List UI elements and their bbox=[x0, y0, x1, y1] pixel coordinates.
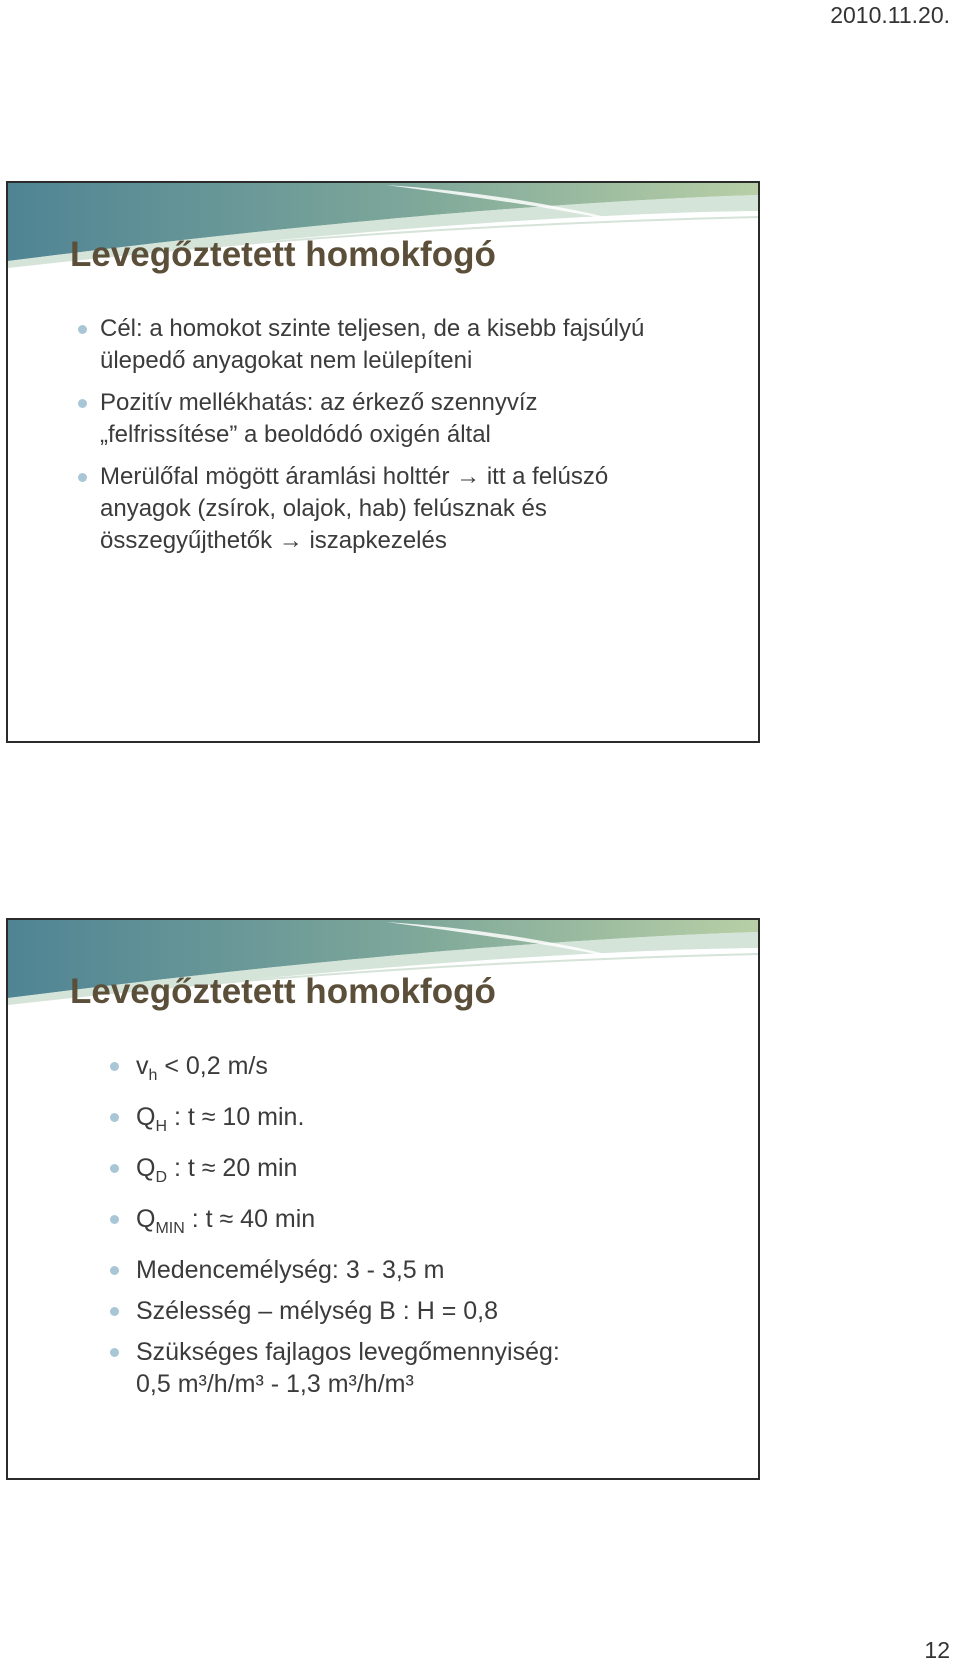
slide-1 bbox=[6, 181, 760, 743]
list-item bbox=[110, 1152, 730, 1194]
list-item bbox=[110, 1050, 730, 1092]
subscript: H bbox=[155, 1118, 168, 1135]
bullet-line: Pozitív mellékhatás: az érkező szennyvíz bbox=[100, 389, 538, 416]
bullet-line: ülepedő anyagokat nem leülepíteni bbox=[100, 347, 473, 374]
slide-title: Levegőztetett homokfogó bbox=[70, 235, 496, 274]
page-number: 12 bbox=[924, 1637, 950, 1663]
bullet-dot-icon bbox=[78, 473, 87, 482]
bullet-text: : t ≈ 10 min. bbox=[167, 1103, 305, 1131]
bullet-text: : t ≈ 20 min bbox=[167, 1154, 298, 1182]
bullet-text: : t ≈ 40 min bbox=[184, 1205, 316, 1233]
bullet-dot-icon bbox=[78, 399, 87, 408]
bullet-dot-icon bbox=[110, 1062, 119, 1071]
bullet-text: Szélesség – mélység B : H = 0,8 bbox=[136, 1297, 498, 1325]
slide-2 bbox=[6, 918, 760, 1480]
bullet-text: < 0,2 m/s bbox=[157, 1052, 268, 1080]
bullet-line: anyagok (zsírok, olajok, hab) felúsznak és bbox=[100, 495, 547, 522]
slide-title: Levegőztetett homokfogó bbox=[70, 972, 496, 1011]
list-item bbox=[110, 1295, 730, 1327]
subscript: D bbox=[155, 1169, 168, 1186]
bullet-dot-icon bbox=[110, 1113, 119, 1122]
bullet-dot-icon bbox=[110, 1164, 119, 1173]
symbol: v bbox=[136, 1052, 149, 1080]
symbol: Q bbox=[136, 1154, 156, 1182]
subscript: MIN bbox=[155, 1220, 185, 1237]
symbol: Q bbox=[136, 1205, 156, 1233]
bullet-line: Cél: a homokot szinte teljesen, de a kisebb fajsúlyú bbox=[100, 315, 645, 342]
list-item bbox=[110, 1336, 730, 1400]
list-item bbox=[110, 1101, 730, 1143]
bullet-list bbox=[78, 313, 738, 567]
bullet-text: Medencemélység: 3 - 3,5 m bbox=[136, 1256, 445, 1284]
bullet-list bbox=[110, 1050, 730, 1409]
subscript: h bbox=[148, 1067, 158, 1084]
bullet-dot-icon bbox=[110, 1348, 119, 1357]
symbol: Q bbox=[136, 1103, 156, 1131]
bullet-dot-icon bbox=[110, 1266, 119, 1275]
list-item bbox=[110, 1203, 730, 1245]
list-item bbox=[110, 1254, 730, 1286]
bullet-dot-icon bbox=[78, 325, 87, 334]
list-item bbox=[78, 387, 738, 451]
bullet-line: „felfrissítése” a beoldódó oxigén által bbox=[100, 421, 491, 448]
bullet-line: 0,5 m³/h/m³ - 1,3 m³/h/m³ bbox=[136, 1370, 414, 1398]
bullet-line: összegyűjthetők → iszapkezelés bbox=[100, 527, 447, 554]
bullet-dot-icon bbox=[110, 1307, 119, 1316]
list-item bbox=[78, 313, 738, 377]
list-item bbox=[78, 461, 738, 557]
bullet-line: Szükséges fajlagos levegőmennyiség: bbox=[136, 1338, 560, 1366]
bullet-dot-icon bbox=[110, 1215, 119, 1224]
page-date: 2010.11.20. bbox=[830, 2, 950, 28]
bullet-line: Merülőfal mögött áramlási holttér → itt a felúszó bbox=[100, 463, 609, 490]
